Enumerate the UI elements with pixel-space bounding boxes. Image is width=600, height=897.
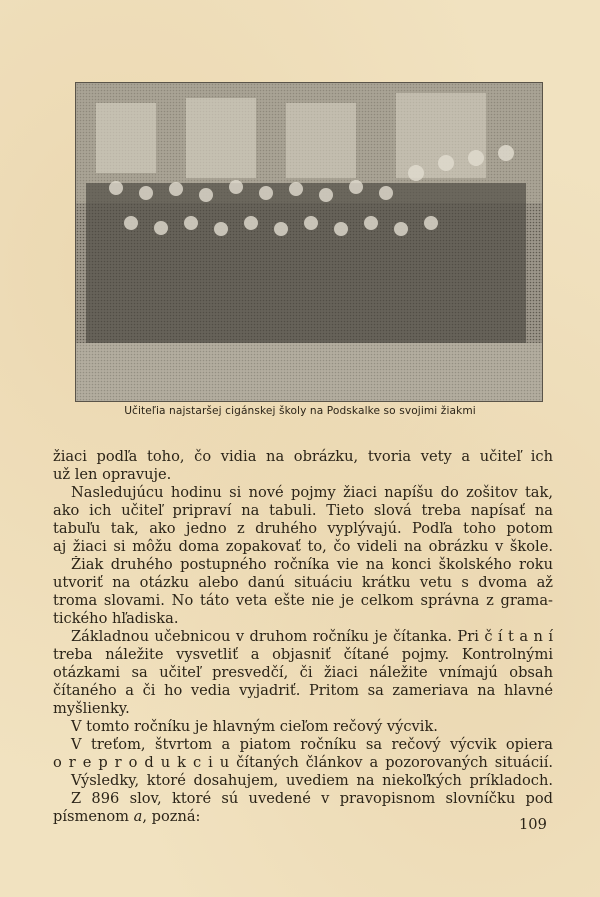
page-number: 109 (519, 816, 547, 833)
text-fragment: písmenom (53, 808, 134, 825)
text-line: Nasledujúcu hodinu si nové pojmy žiaci napíšu do zošitov tak, (71, 484, 553, 501)
photo-caption: Učiteľia najstaršej cigánskej školy na Podskalke so svojimi žiakmi (124, 405, 476, 417)
text-line: Žiak druhého postupného ročníka vie na konci školského roku (71, 556, 553, 573)
group-photo-icon (76, 83, 542, 401)
text-line: Základnou učebnicou v druhom ročníku je čítanka. Pri č í t a n í (71, 628, 553, 645)
text-line: V treťom, štvrtom a piatom ročníku sa rečový výcvik opiera (71, 736, 553, 753)
italic-letter: a (133, 808, 143, 825)
text-fragment: , pozná: (142, 808, 201, 825)
group-photo (75, 82, 543, 402)
text-line: troma slovami. No táto veta ešte nie je celkom správna z grama- (53, 592, 553, 609)
text-line: treba náležite vysvetliť a objasniť čítané pojmy. Kontrolnými (53, 646, 553, 663)
text-line: utvoriť na otázku alebo danú situáciu krátku vetu s dvoma až (53, 574, 553, 591)
text-line: o r e p r o d u k c i u čítaných článkov a pozorovaných situácií. (53, 754, 553, 771)
text-line: V tomto ročníku je hlavným cieľom rečový výcvik. (71, 718, 438, 735)
text-line: myšlienky. (53, 700, 130, 717)
text-line: Výsledky, ktoré dosahujem, uvediem na niekoľkých príkladoch. (71, 772, 553, 789)
text-line: tického hľadiska. (53, 610, 179, 627)
text-line (53, 808, 553, 826)
text-line: aj žiaci si môžu doma zopakovať to, čo videli na obrázku v škole. (53, 538, 553, 555)
body-text (53, 448, 553, 826)
text-line: čítaného a či ho vedia vyjadriť. Pritom sa zameriava na hlavné (53, 682, 553, 699)
text-line: tabuľu tak, ako jedno z druhého vyplývajú. Podľa toho potom (53, 520, 553, 537)
text-line: žiaci podľa toho, čo vidia na obrázku, tvoria vety a učiteľ ich (53, 448, 553, 465)
text-line: ako ich učiteľ pripraví na tabuli. Tieto slová treba napísať na (53, 502, 553, 519)
text-line: otázkami sa učiteľ presvedčí, či žiaci náležite vnímajú obsah (53, 664, 553, 681)
text-line: Z 896 slov, ktoré sú uvedené v pravopisnom slovníčku pod (71, 790, 553, 807)
text-line: už len opravuje. (53, 466, 172, 483)
